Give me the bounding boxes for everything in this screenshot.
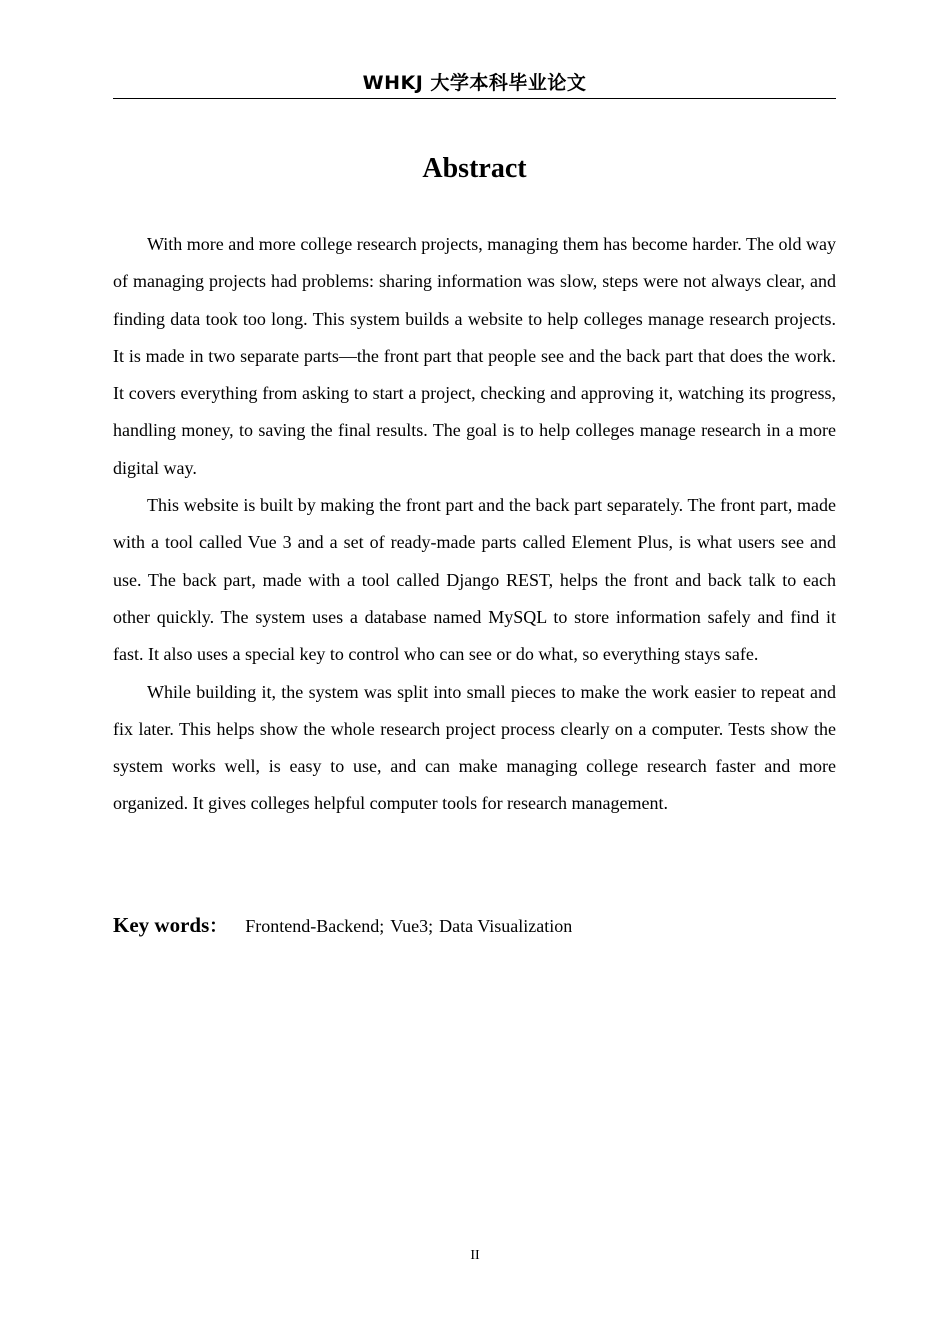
abstract-paragraph: While building it, the system was split into small pieces to make the work easier to repeat and fix later. This helps show the whole research project process clearly on a computer. Tests show the system works well, is easy to use, and can make managing college research faster and more organized. It gives colleges helpful computer tools for research management. [113, 681, 836, 814]
keyword-item: Vue3 [390, 916, 429, 936]
page-header [113, 70, 836, 99]
abstract-body [113, 226, 836, 823]
header-title: WHKJ 大学本科毕业论文 [362, 72, 587, 94]
keyword-delimiter: ; [379, 916, 385, 936]
abstract-paragraph: With more and more college research projects, managing them has become harder. The old way of managing projects had problems: sharing information was slow, steps were not always clear, and finding data took too long. This system builds a website to help colleges manage research projects. It is made in two separate parts—the front part that people see and the back part that does the work. It covers everything from asking to start a project, checking and approving it, watching its progress, handling money, to saving the final results. The goal is to help colleges manage research in a more digital way. [113, 234, 836, 478]
keywords-line [113, 908, 836, 945]
keyword-delimiter: ; [428, 916, 434, 936]
keyword-item: Frontend-Backend [245, 916, 380, 936]
page-number: II [470, 1248, 480, 1263]
abstract-title: Abstract [422, 153, 527, 184]
abstract-paragraph: This website is built by making the front part and the back part separately. The front part, made with a tool called Vue 3 and a set of ready-made parts called Element Plus, is what users see and use. The back part, made with a tool called Django REST, helps the front and back talk to each other quickly. The system uses a database named MySQL to store information safely and find it fast. It also uses a special key to control who can see or do what, so everything stays safe. [113, 495, 836, 665]
keywords-separator: ： [209, 916, 228, 936]
keywords-label: Key words [113, 913, 210, 937]
keyword-item: Data Visualization [439, 916, 573, 936]
